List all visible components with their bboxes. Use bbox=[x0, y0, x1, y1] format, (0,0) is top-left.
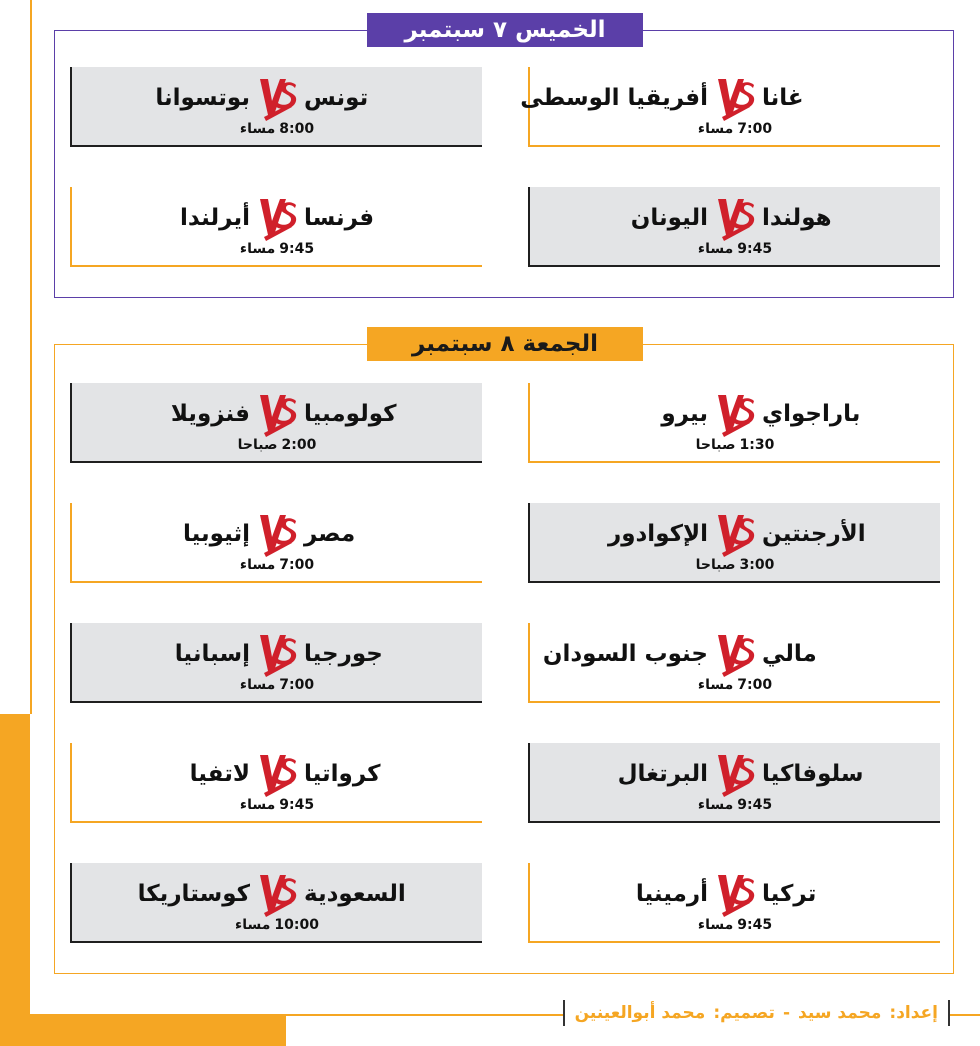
vs-icon bbox=[716, 751, 756, 799]
away-team: أفريقيا الوسطى bbox=[520, 85, 708, 111]
match-card bbox=[70, 743, 482, 823]
vs-icon bbox=[258, 871, 298, 919]
away-team: كوستاريكا bbox=[137, 881, 250, 907]
match-time: 9:45مساء bbox=[239, 241, 315, 257]
away-team: لاتفيا bbox=[189, 761, 250, 787]
vs-icon bbox=[716, 871, 756, 919]
day-section-friday bbox=[54, 331, 954, 974]
match-time: 10:00مساء bbox=[235, 917, 319, 933]
match-time: 1:30صباحا bbox=[695, 437, 775, 453]
match-card bbox=[528, 187, 940, 267]
away-team: فنزويلا bbox=[170, 401, 250, 427]
vs-icon bbox=[258, 195, 298, 243]
match-card bbox=[528, 383, 940, 463]
home-team: تونس bbox=[304, 85, 369, 111]
match-card bbox=[70, 383, 482, 463]
match-time: 7:00مساء bbox=[239, 557, 315, 573]
home-team: باراجواي bbox=[762, 401, 861, 427]
match-time: 9:45مساء bbox=[697, 917, 773, 933]
home-team: مصر bbox=[304, 521, 356, 547]
away-team: بوتسوانا bbox=[155, 85, 250, 111]
away-team: جنوب السودان bbox=[542, 641, 708, 667]
match-time: 2:00صباحا bbox=[237, 437, 317, 453]
match-time: 9:45مساء bbox=[697, 241, 773, 257]
match-time: 9:45مساء bbox=[697, 797, 773, 813]
vs-icon bbox=[258, 631, 298, 679]
vs-icon bbox=[258, 511, 298, 559]
away-team: أيرلندا bbox=[179, 205, 250, 231]
home-team: كرواتيا bbox=[304, 761, 381, 787]
match-card bbox=[520, 67, 940, 147]
away-team: إثيوبيا bbox=[183, 521, 250, 547]
match-time: 9:45مساء bbox=[239, 797, 315, 813]
vs-icon bbox=[716, 391, 756, 439]
design-name: محمد أبوالعينين bbox=[574, 1003, 706, 1023]
vs-icon bbox=[716, 511, 756, 559]
home-team: الأرجنتين bbox=[762, 521, 866, 547]
match-card bbox=[528, 743, 940, 823]
home-team: هولندا bbox=[762, 205, 832, 231]
match-card bbox=[70, 863, 482, 943]
home-team: السعودية bbox=[304, 881, 406, 907]
away-team: اليونان bbox=[630, 205, 708, 231]
match-time: 7:00مساء bbox=[697, 121, 773, 137]
match-card bbox=[528, 863, 940, 943]
home-team: جورجيا bbox=[304, 641, 383, 667]
vs-icon bbox=[716, 195, 756, 243]
day-title: الجمعة ٨ سبتمبر bbox=[367, 327, 643, 361]
match-time: 7:00مساء bbox=[239, 677, 315, 693]
vs-icon bbox=[258, 391, 298, 439]
design-label: تصميم: bbox=[713, 1003, 775, 1023]
home-team: مالي bbox=[762, 641, 817, 667]
vs-icon bbox=[716, 631, 756, 679]
match-time: 7:00مساء bbox=[697, 677, 773, 693]
match-card bbox=[528, 503, 940, 583]
day-section-thursday bbox=[54, 17, 954, 298]
vs-icon bbox=[258, 75, 298, 123]
away-team: أرمينيا bbox=[635, 881, 708, 907]
home-team: كولومبيا bbox=[304, 401, 397, 427]
match-time: 8:00مساء bbox=[239, 121, 315, 137]
day-title: الخميس ٧ سبتمبر bbox=[367, 13, 643, 47]
away-team: الإكوادور bbox=[607, 521, 708, 547]
match-card bbox=[70, 187, 482, 267]
match-time: 3:00صباحا bbox=[695, 557, 775, 573]
match-card bbox=[70, 503, 482, 583]
credits-bar bbox=[563, 1000, 950, 1026]
home-team: فرنسا bbox=[304, 205, 375, 231]
match-card bbox=[528, 623, 940, 703]
prep-name: محمد سيد bbox=[798, 1003, 882, 1023]
vs-icon bbox=[716, 75, 756, 123]
vs-icon bbox=[258, 751, 298, 799]
match-card bbox=[70, 623, 482, 703]
home-team: سلوفاكيا bbox=[762, 761, 864, 787]
away-team: إسبانيا bbox=[174, 641, 250, 667]
home-team: تركيا bbox=[762, 881, 817, 907]
prep-label: إعداد: bbox=[889, 1003, 938, 1023]
credits-separator: - bbox=[782, 1003, 790, 1023]
away-team: بيرو bbox=[661, 401, 708, 427]
match-card bbox=[70, 67, 482, 147]
away-team: البرتغال bbox=[617, 761, 708, 787]
home-team: غانا bbox=[762, 85, 804, 111]
